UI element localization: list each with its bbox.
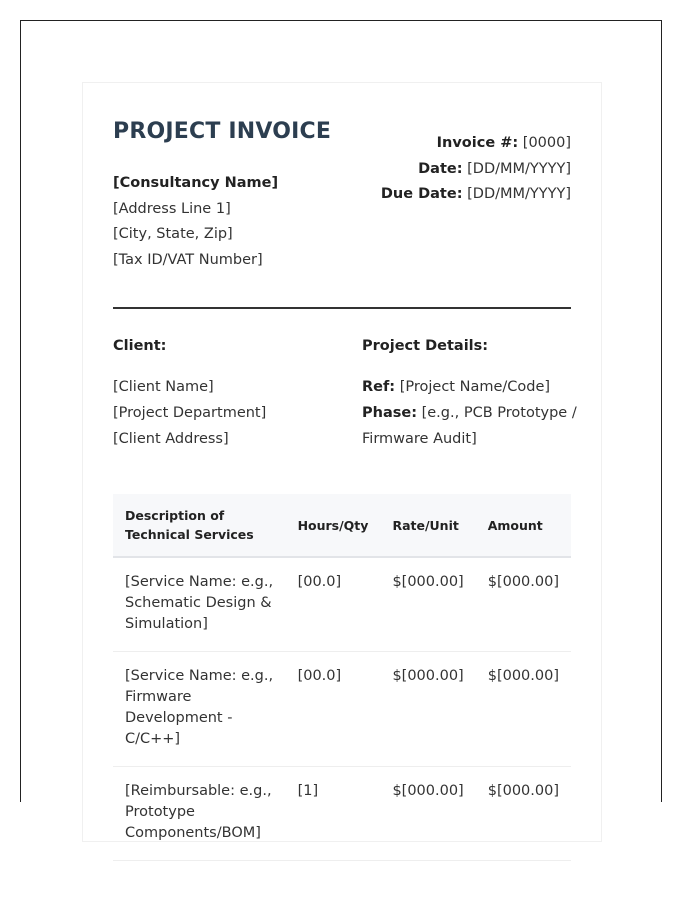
- header-amount: Amount: [476, 494, 571, 557]
- consultancy-tax-id: [Tax ID/VAT Number]: [113, 251, 263, 268]
- invoice-date-label: Date:: [418, 160, 463, 177]
- invoice-sheet: [82, 82, 602, 842]
- invoice-date-value: [DD/MM/YYYY]: [462, 160, 571, 177]
- row-amount: $[000.00]: [476, 767, 571, 861]
- table-row: [113, 767, 571, 861]
- row-hours-qty: [00.0]: [286, 652, 381, 767]
- row-hours-qty: [00.0]: [286, 557, 381, 652]
- invoice-number-label: Invoice #:: [436, 135, 519, 151]
- table-row: [113, 652, 571, 767]
- project-details-heading: Project Details:: [362, 338, 489, 354]
- client-department: [Project Department]: [113, 405, 267, 421]
- table-header-row: [113, 494, 571, 557]
- services-table: [113, 494, 571, 861]
- consultancy-city: [City, State, Zip]: [113, 226, 233, 242]
- consultancy-address-line: [Address Line 1]: [113, 200, 231, 217]
- header-hours-qty: Hours/Qty: [286, 494, 381, 557]
- row-rate: $[000.00]: [380, 767, 475, 861]
- invoice-content: [113, 113, 577, 861]
- row-rate: $[000.00]: [380, 557, 475, 652]
- project-ref-label: Ref:: [362, 379, 396, 395]
- header-description: Description of Technical Services: [113, 494, 286, 557]
- invoice-header: [113, 113, 571, 307]
- client-project-section: [113, 309, 577, 494]
- invoice-title: PROJECT INVOICE: [113, 119, 332, 144]
- project-phase-value: [e.g., PCB Prototype / Firmware Audit]: [362, 405, 577, 447]
- project-ref-row: [362, 374, 577, 400]
- invoice-number-value: [0000]: [518, 135, 571, 151]
- table-row: [113, 557, 571, 652]
- invoice-date-row: [381, 157, 571, 183]
- client-heading: Client:: [113, 338, 167, 354]
- project-phase-label: Phase:: [362, 405, 417, 421]
- invoice-due-date-label: Due Date:: [380, 186, 463, 202]
- header-rate-unit: Rate/Unit: [380, 494, 475, 557]
- row-description: [Reimbursable: e.g., Prototype Components/BOM]: [113, 767, 286, 861]
- invoice-due-date-value: [DD/MM/YYYY]: [462, 186, 571, 202]
- row-amount: $[000.00]: [476, 557, 571, 652]
- invoice-due-date-row: [381, 182, 571, 208]
- client-block: [113, 333, 266, 452]
- project-details-block: [362, 333, 577, 452]
- consultancy-name: [Consultancy Name]: [113, 175, 279, 191]
- document-frame: [20, 20, 662, 841]
- invoice-number-row: [381, 131, 571, 157]
- consultancy-block: [113, 171, 278, 273]
- row-rate: $[000.00]: [380, 652, 475, 767]
- client-name: [Client Name]: [113, 379, 214, 395]
- row-hours-qty: [1]: [286, 767, 381, 861]
- project-phase-row: [362, 400, 577, 452]
- row-description: [Service Name: e.g., Firmware Development - C/C++]: [113, 652, 286, 767]
- invoice-meta: [381, 131, 571, 208]
- client-address: [Client Address]: [113, 431, 229, 447]
- row-amount: $[000.00]: [476, 652, 571, 767]
- row-description: [Service Name: e.g., Schematic Design & Simulation]: [113, 557, 286, 652]
- project-ref-value: [Project Name/Code]: [395, 379, 551, 395]
